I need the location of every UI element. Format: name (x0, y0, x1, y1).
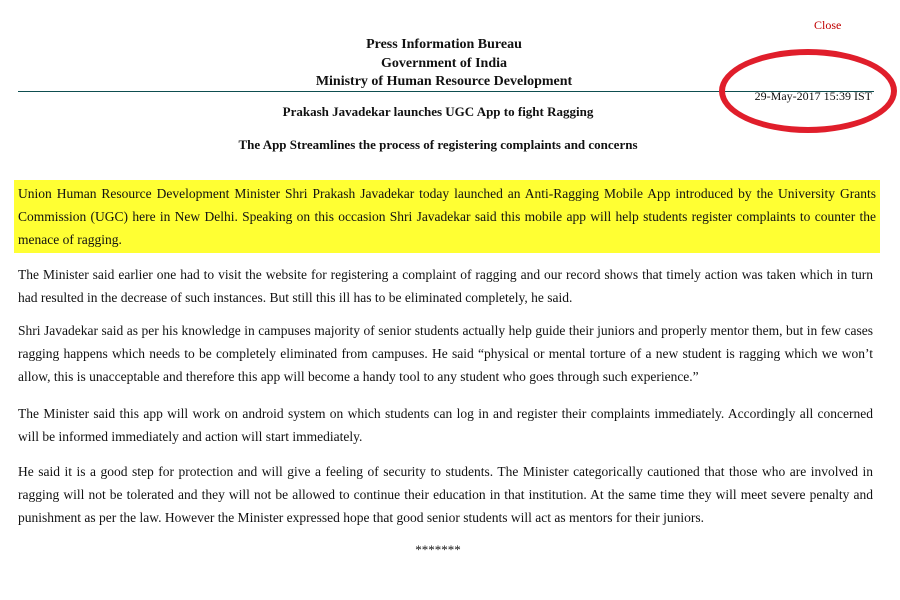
header-ministry: Ministry of Human Resource Development (315, 74, 573, 89)
paragraph-2: The Minister said earlier one had to visit the website for registering a complaint of ragging and our record shows that timely action was taken which in turn had resulted in the decrease of such instances. But still this ill has to be eliminated completely, he said. (18, 267, 873, 305)
header-divider (18, 91, 874, 92)
header-government: Government of India (381, 55, 507, 71)
release-title: Prakash Javadekar launches UGC App to fight Ragging (282, 104, 594, 119)
paragraph-1-highlighted: Union Human Resource Development Minister Shri Prakash Javadekar today launched an Anti-Ragging Mobile App introduced by the University Grants Commission (UGC) here in New Delhi. Speaking on this occasion Shri Javadekar said this mobile app will help students register complaints to counter the menace of ragging. (14, 180, 880, 253)
release-subtitle: The App Streamlines the process of registering complaints and concerns (238, 137, 638, 152)
close-link[interactable]: Close (814, 18, 842, 32)
paragraph-5: He said it is a good step for protection and will give a feeling of security to students. The Minister categorically cautioned that those who are involved in ragging will not be tolerated and they will not be allowed to continue their education in that institution. At the same time they will meet severe penalty and punishment as per the law. However the Minister expressed hope that good senior students will act as mentors for their juniors. (18, 464, 873, 525)
end-mark: ******* (415, 542, 461, 557)
press-release-header (0, 36, 900, 92)
release-timestamp: 29-May-2017 15:39 IST (754, 89, 872, 103)
paragraph-3: Shri Javadekar said as per his knowledge in campuses majority of senior students actually help guide their juniors and properly mentor them, but in few cases ragging happens which needs to be completely eliminated from campuses. He said “physical or mental torture of a new student is ragging which we won’t allow, this is unacceptable and therefore this app will become a handy tool to any student who goes through such experience.” (18, 323, 873, 384)
paragraph-4: The Minister said this app will work on android system on which students can log in and register their complaints immediately. Accordingly all concerned will be informed immediately and action will start immediately. (18, 406, 873, 444)
header-bureau: Press Information Bureau (366, 37, 522, 52)
